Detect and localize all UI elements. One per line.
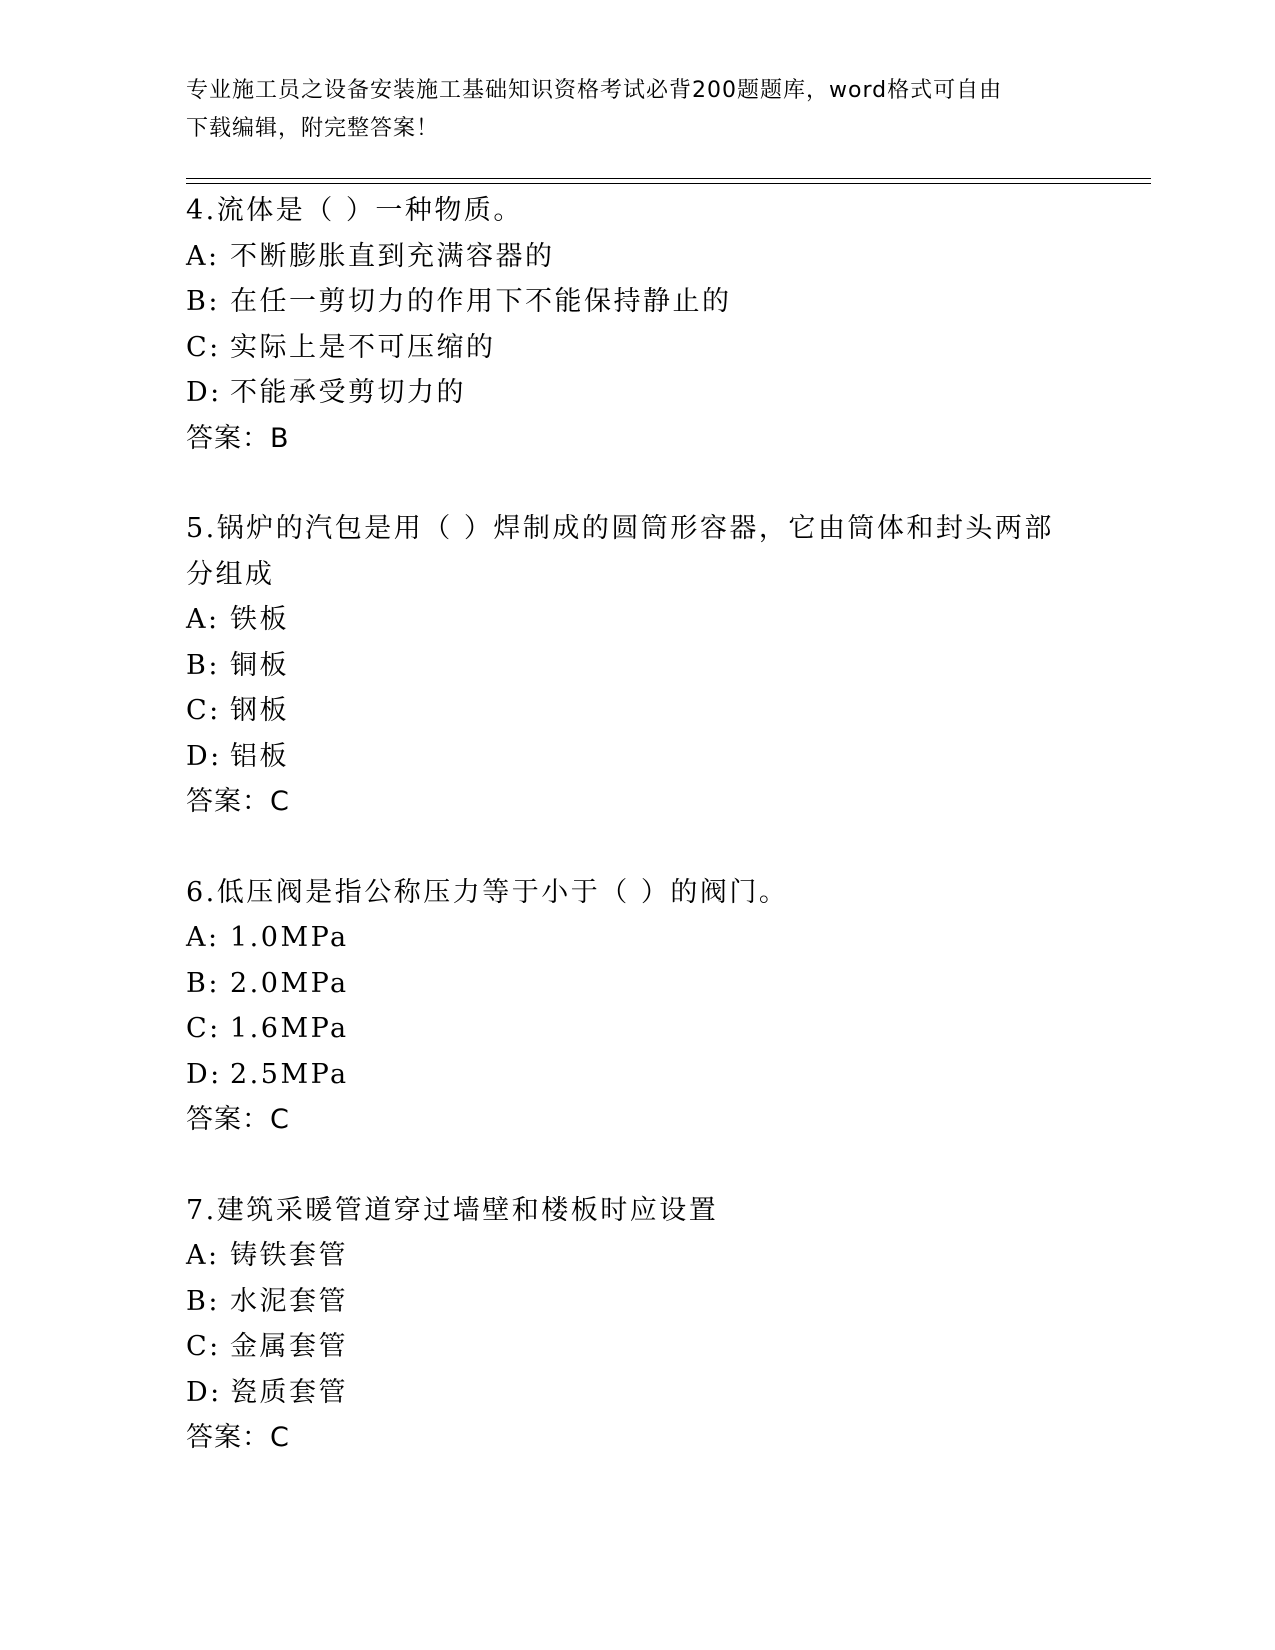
option-text: 瓷质套管 xyxy=(230,1376,348,1408)
option-key: D: xyxy=(186,740,222,772)
option-text: 钢板 xyxy=(230,695,289,726)
option-a xyxy=(186,597,1086,643)
answer-line: 答案：B xyxy=(186,422,290,454)
answer-line: 答案：C xyxy=(186,786,290,817)
answer-line: 答案：C xyxy=(186,1422,290,1453)
option-a xyxy=(186,915,1086,961)
option-text: 金属套管 xyxy=(230,1331,348,1362)
option-key: A: xyxy=(186,604,220,635)
option-text: 2.5MPa xyxy=(230,1058,349,1090)
option-c xyxy=(186,688,1086,734)
option-text: 铜板 xyxy=(230,649,289,681)
option-text: 在任一剪切力的作用下不能保持静止的 xyxy=(230,286,732,317)
option-c xyxy=(186,325,1086,371)
option-text: 铸铁套管 xyxy=(230,1240,348,1271)
option-text: 2.0MPa xyxy=(230,967,349,999)
header-divider-top xyxy=(186,178,1151,179)
option-d xyxy=(186,734,1086,780)
option-key: A: xyxy=(186,922,220,953)
option-key: B: xyxy=(186,967,220,999)
option-key: D: xyxy=(186,1376,222,1408)
option-text: 1.6MPa xyxy=(230,1013,349,1044)
option-key: B: xyxy=(186,286,220,317)
option-key: D: xyxy=(186,377,222,408)
option-key: C: xyxy=(186,1013,221,1044)
option-key: C: xyxy=(186,331,221,363)
option-key: A: xyxy=(186,1240,220,1271)
option-b xyxy=(186,961,1086,1007)
question-stem: 6.低压阀是指公称压力等于小于（ ）的阀门。 xyxy=(186,876,789,908)
question-6 xyxy=(186,870,1086,1143)
option-c xyxy=(186,1006,1086,1052)
question-5 xyxy=(186,506,1086,825)
option-text: 铁板 xyxy=(230,604,289,635)
option-key: B: xyxy=(186,649,220,681)
option-key: D: xyxy=(186,1058,222,1090)
header-line-2: 下载编辑，附完整答案！ xyxy=(186,116,440,141)
option-a xyxy=(186,1233,1086,1279)
header-divider-bottom xyxy=(186,183,1151,184)
header-line-1: 专业施工员之设备安装施工基础知识资格考试必背200题题库，word格式可自由 xyxy=(186,78,1003,103)
option-d xyxy=(186,370,1086,416)
question-stem: 4.流体是（ ）一种物质。 xyxy=(186,195,523,226)
option-text: 不断膨胀直到充满容器的 xyxy=(230,240,555,272)
option-text: 铝板 xyxy=(230,740,289,772)
option-text: 实际上是不可压缩的 xyxy=(230,331,496,363)
option-a xyxy=(186,234,1086,280)
question-stem: 7.建筑采暖管道穿过墙壁和楼板时应设置 xyxy=(186,1194,719,1226)
answer-line: 答案：C xyxy=(186,1104,290,1135)
option-b xyxy=(186,279,1086,325)
option-c xyxy=(186,1324,1086,1370)
question-stem: 5.锅炉的汽包是用（ ）焊制成的圆筒形容器，它由筒体和封头两部分组成 xyxy=(186,513,1054,590)
option-key: B: xyxy=(186,1285,220,1317)
document-header xyxy=(186,72,1086,148)
option-b xyxy=(186,643,1086,689)
option-d xyxy=(186,1370,1086,1416)
option-d xyxy=(186,1052,1086,1098)
option-key: C: xyxy=(186,695,221,726)
option-key: A: xyxy=(186,240,220,272)
question-7 xyxy=(186,1188,1086,1461)
question-4 xyxy=(186,188,1086,461)
option-text: 不能承受剪切力的 xyxy=(230,377,466,408)
option-text: 水泥套管 xyxy=(230,1285,348,1317)
option-b xyxy=(186,1279,1086,1325)
option-key: C: xyxy=(186,1331,221,1362)
option-text: 1.0MPa xyxy=(230,922,349,953)
question-list xyxy=(186,188,1086,1506)
